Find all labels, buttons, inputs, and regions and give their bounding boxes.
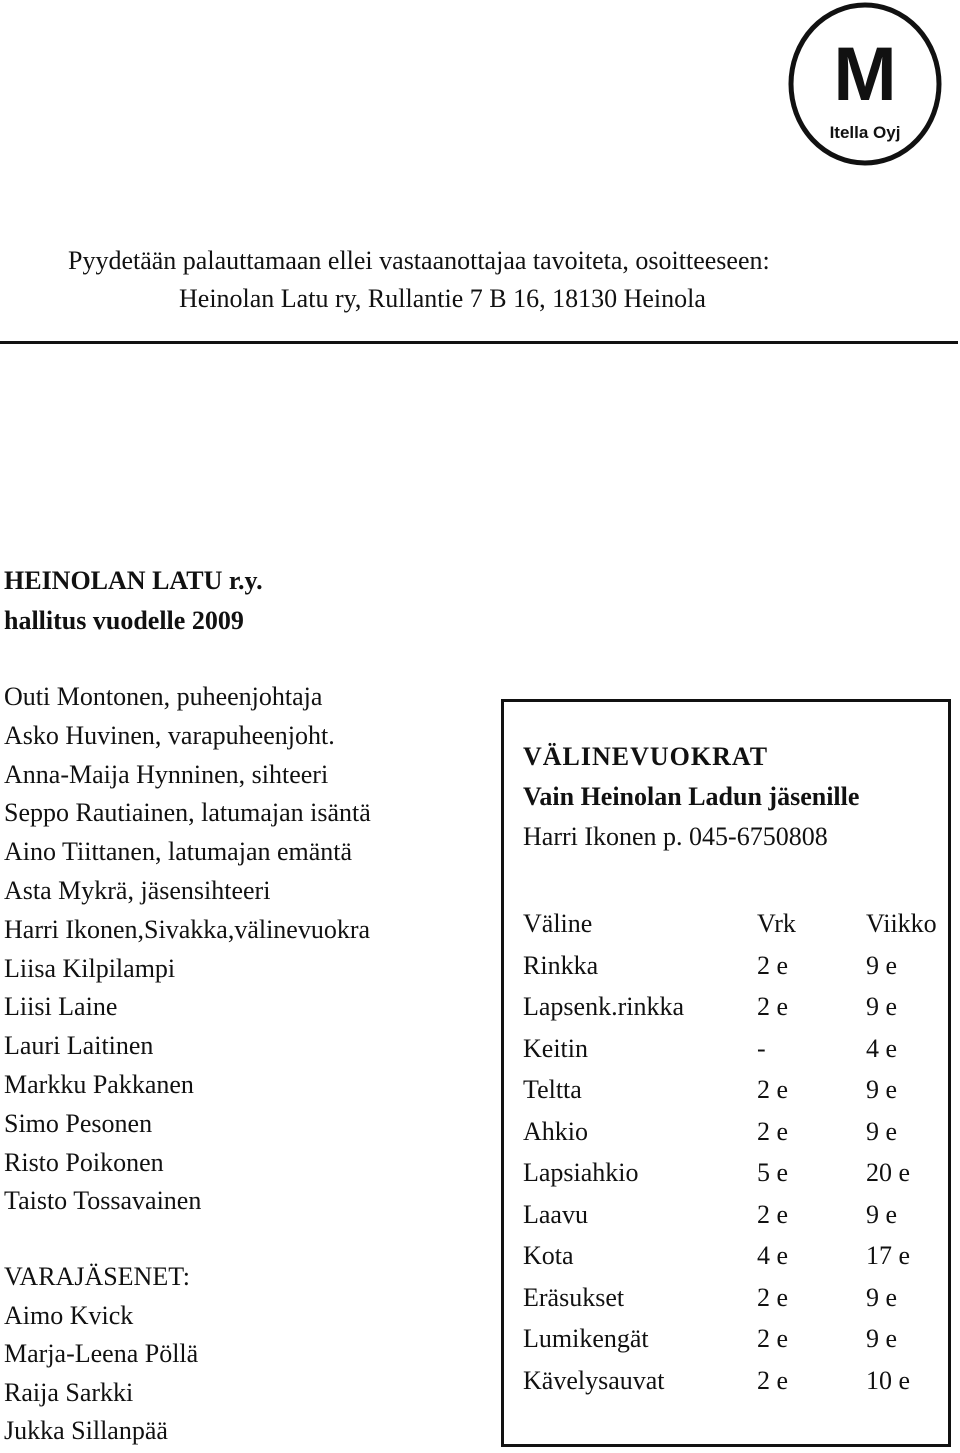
cell-item: Kota bbox=[523, 1241, 574, 1270]
list-item: Taisto Tossavainen bbox=[4, 1186, 202, 1216]
list-item: Risto Poikonen bbox=[4, 1147, 164, 1177]
list-item: Jukka Sillanpää bbox=[4, 1416, 168, 1446]
cell-week-price: 9 e bbox=[866, 1075, 898, 1104]
table-row bbox=[523, 1235, 956, 1277]
cell-item: Teltta bbox=[523, 1075, 582, 1104]
cell-week-price: 9 e bbox=[866, 1199, 898, 1229]
list-item: Asta Mykrä, jäsensihteeri bbox=[4, 875, 271, 905]
list-item: Liisa Kilpilampi bbox=[4, 953, 176, 983]
table-row bbox=[523, 1194, 956, 1236]
table-row bbox=[523, 1111, 956, 1153]
rental-title: VÄLINEVUOKRAT bbox=[523, 742, 769, 771]
list-item: Aino Tiittanen, latumajan emäntä bbox=[4, 837, 353, 867]
cell-day-price: 2 e bbox=[757, 1365, 789, 1395]
divider bbox=[0, 341, 958, 344]
table-row bbox=[523, 1318, 956, 1360]
cell-day-price: 2 e bbox=[757, 1324, 789, 1353]
cell-item: Kävelysauvat bbox=[523, 1365, 665, 1395]
cell-day-price: 2 e bbox=[757, 992, 789, 1021]
stamp-company: Itella Oyj bbox=[829, 123, 901, 142]
cell-day-price: 5 e bbox=[757, 1158, 789, 1187]
list-item: Raija Sarkki bbox=[4, 1377, 134, 1407]
table-row bbox=[523, 1152, 956, 1194]
list-item: Markku Pakkanen bbox=[4, 1069, 194, 1099]
cell-day-price: 4 e bbox=[757, 1241, 789, 1270]
cell-week-price: 9 e bbox=[866, 1282, 898, 1312]
cell-week-price: 9 e bbox=[866, 1324, 898, 1353]
list-item: Asko Huvinen, varapuheenjoht. bbox=[4, 720, 335, 750]
list-item: Marja-Leena Pöllä bbox=[4, 1339, 199, 1369]
org-heading bbox=[4, 561, 263, 641]
column-header-day: Vrk bbox=[757, 909, 796, 938]
postage-stamp bbox=[786, 0, 944, 168]
return-address-line1: Pyydetään palauttamaan ellei vastaanottajaa tavoiteta, osoitteeseen: bbox=[68, 246, 770, 275]
cell-week-price: 20 e bbox=[866, 1158, 911, 1187]
deputies-section bbox=[4, 1258, 198, 1451]
cell-item: Lumikengät bbox=[523, 1324, 649, 1353]
cell-day-price: - bbox=[757, 1033, 766, 1063]
cell-item: Lapsenk.rinkka bbox=[523, 992, 685, 1021]
cell-week-price: 17 e bbox=[866, 1241, 911, 1270]
org-name: HEINOLAN LATU r.y. bbox=[4, 566, 263, 595]
return-address bbox=[68, 242, 770, 318]
cell-week-price: 9 e bbox=[866, 992, 898, 1021]
cell-item: Rinkka bbox=[523, 950, 599, 980]
list-item: Outi Montonen, puheenjohtaja bbox=[4, 682, 323, 711]
list-item: Anna-Maija Hynninen, sihteeri bbox=[4, 759, 329, 789]
table-header bbox=[523, 903, 956, 945]
list-item: Lauri Laitinen bbox=[4, 1031, 154, 1061]
cell-day-price: 2 e bbox=[757, 1282, 789, 1312]
board-list bbox=[4, 678, 371, 1221]
rental-box bbox=[501, 699, 951, 1447]
cell-week-price: 4 e bbox=[866, 1033, 898, 1063]
table-row bbox=[523, 1069, 956, 1111]
cell-item: Laavu bbox=[523, 1199, 588, 1229]
stamp-letter: M bbox=[833, 32, 897, 117]
cell-week-price: 10 e bbox=[866, 1365, 911, 1395]
column-header-week: Viikko bbox=[866, 909, 937, 938]
list-item: Liisi Laine bbox=[4, 992, 118, 1022]
cell-day-price: 2 e bbox=[757, 950, 789, 980]
rental-table bbox=[523, 903, 956, 1401]
rental-contact: Harri Ikonen p. 045-6750808 bbox=[523, 822, 828, 851]
table-row bbox=[523, 945, 956, 987]
cell-item: Eräsukset bbox=[523, 1282, 625, 1312]
cell-item: Ahkio bbox=[523, 1116, 588, 1146]
list-item: Simo Pesonen bbox=[4, 1108, 153, 1138]
cell-day-price: 2 e bbox=[757, 1199, 789, 1229]
table-row bbox=[523, 1277, 956, 1319]
deputies-heading: VARAJÄSENET: bbox=[4, 1262, 191, 1291]
list-item: Harri Ikonen,Sivakka,välinevuokra bbox=[4, 914, 371, 944]
list-item: Seppo Rautiainen, latumajan isäntä bbox=[4, 798, 371, 828]
cell-day-price: 2 e bbox=[757, 1116, 789, 1146]
rental-subtitle: Vain Heinolan Ladun jäsenille bbox=[523, 782, 860, 811]
table-row bbox=[523, 986, 956, 1028]
deputies-list bbox=[4, 1297, 198, 1451]
itella-logo-icon bbox=[786, 0, 944, 168]
column-header-item: Väline bbox=[523, 909, 593, 938]
cell-week-price: 9 e bbox=[866, 950, 898, 980]
org-subtitle: hallitus vuodelle 2009 bbox=[4, 606, 244, 635]
cell-week-price: 9 e bbox=[866, 1116, 898, 1146]
cell-item: Lapsiahkio bbox=[523, 1158, 639, 1187]
list-item: Aimo Kvick bbox=[4, 1300, 134, 1330]
return-address-line2: Heinolan Latu ry, Rullantie 7 B 16, 18130 Heinola bbox=[179, 284, 706, 313]
table-row bbox=[523, 1360, 956, 1402]
cell-item: Keitin bbox=[523, 1033, 588, 1063]
table-row bbox=[523, 1028, 956, 1070]
cell-day-price: 2 e bbox=[757, 1075, 789, 1104]
